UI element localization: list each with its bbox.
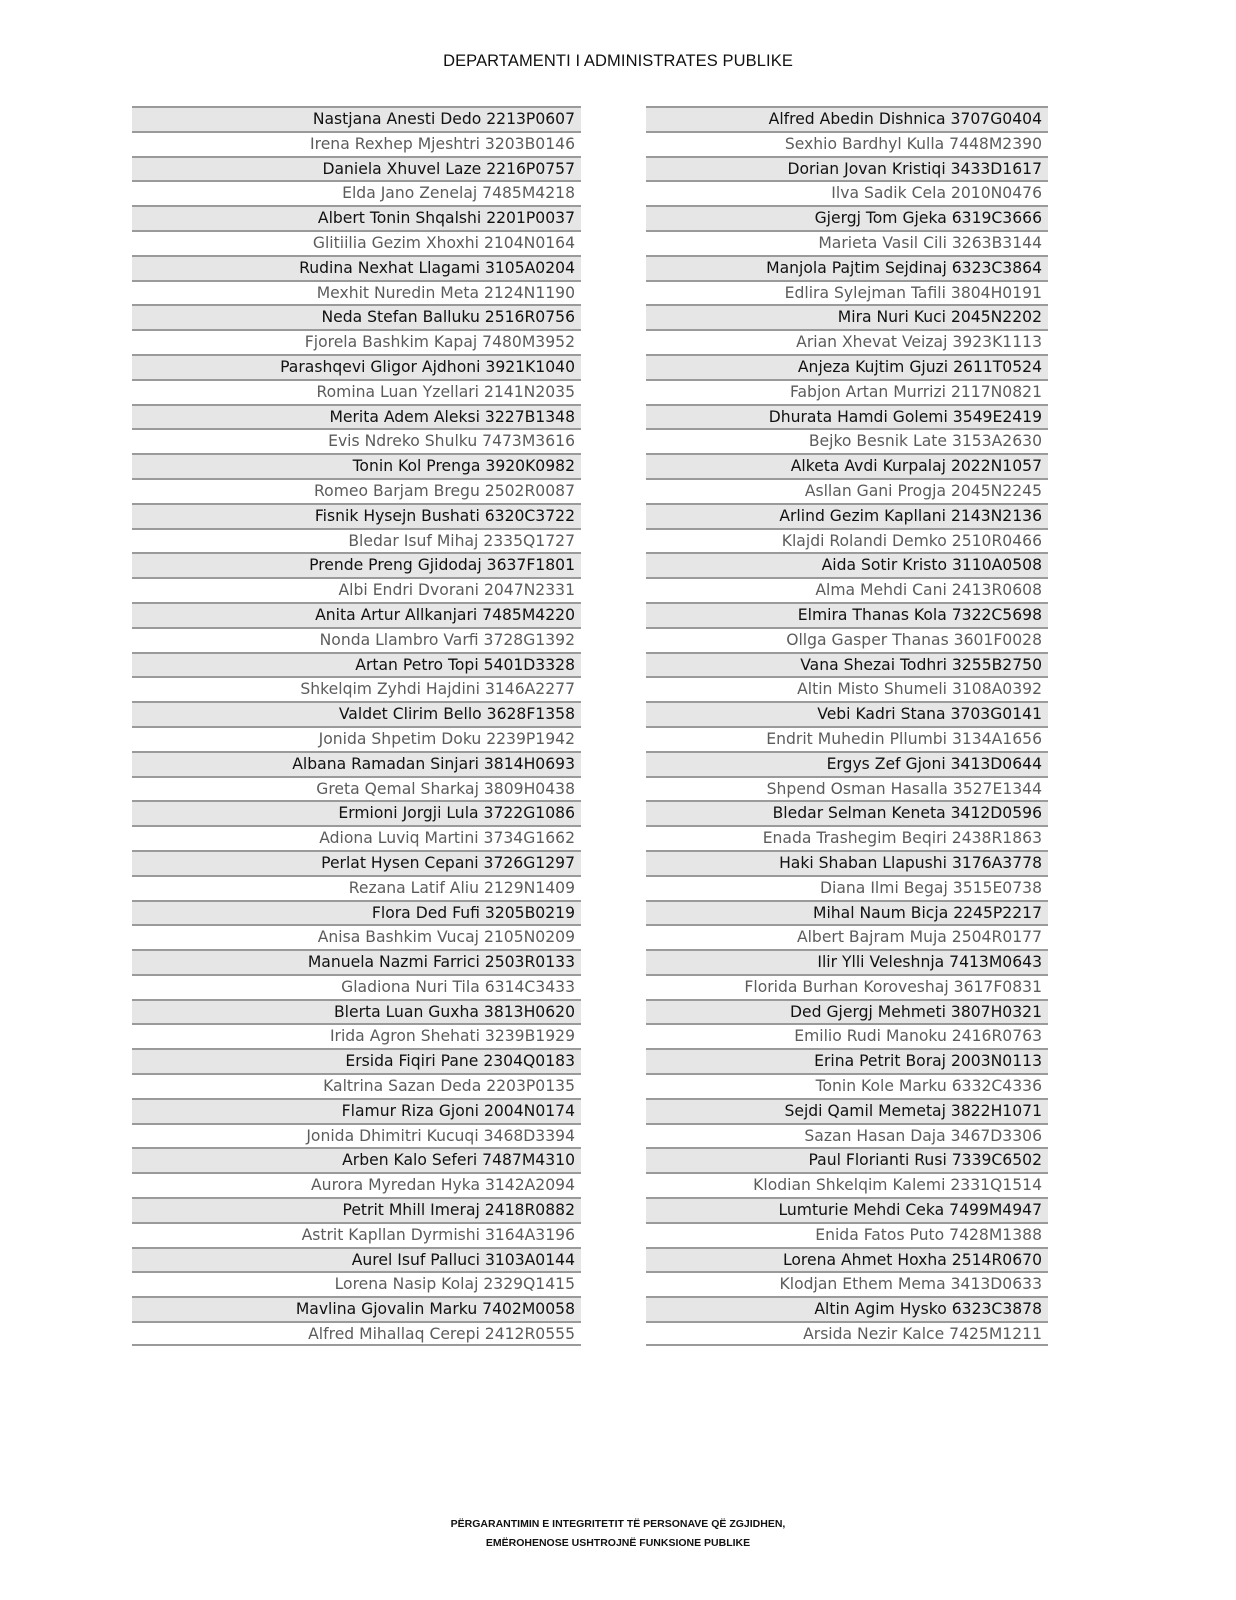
list-row: Albert Tonin Shqalshi 2201P0037: [132, 205, 581, 230]
list-row: Marieta Vasil Cili 3263B3144: [646, 230, 1048, 255]
list-row: Ersida Fiqiri Pane 2304Q0183: [132, 1048, 581, 1073]
list-row: Valdet Clirim Bello 3628F1358: [132, 701, 581, 726]
list-row: Fisnik Hysejn Bushati 6320C3722: [132, 503, 581, 528]
list-row: Tonin Kol Prenga 3920K0982: [132, 453, 581, 478]
page-title: DEPARTAMENTI I ADMINISTRATES PUBLIKE: [443, 52, 793, 70]
list-row: Sejdi Qamil Memetaj 3822H1071: [646, 1098, 1048, 1123]
list-row: Petrit Mhill Imeraj 2418R0882: [132, 1197, 581, 1222]
list-row: Gjergj Tom Gjeka 6319C3666: [646, 205, 1048, 230]
list-row: Elda Jano Zenelaj 7485M4218: [132, 180, 581, 205]
list-row: Edlira Sylejman Tafili 3804H0191: [646, 280, 1048, 305]
list-row: Klodjan Ethem Mema 3413D0633: [646, 1271, 1048, 1296]
list-row: Shkelqim Zyhdi Hajdini 3146A2277: [132, 676, 581, 701]
list-row: Astrit Kapllan Dyrmishi 3164A3196: [132, 1222, 581, 1247]
list-row: Enada Trashegim Beqiri 2438R1863: [646, 825, 1048, 850]
list-row: Aurel Isuf Palluci 3103A0144: [132, 1247, 581, 1272]
list-row: Artan Petro Topi 5401D3328: [132, 652, 581, 677]
list-row: Flora Ded Fufi 3205B0219: [132, 900, 581, 925]
list-row: Florida Burhan Koroveshaj 3617F0831: [646, 974, 1048, 999]
list-row: Prende Preng Gjidodaj 3637F1801: [132, 552, 581, 577]
list-row: Albana Ramadan Sinjari 3814H0693: [132, 751, 581, 776]
list-row: Tonin Kole Marku 6332C4336: [646, 1073, 1048, 1098]
list-row: Paul Florianti Rusi 7339C6502: [646, 1147, 1048, 1172]
list-row: Elmira Thanas Kola 7322C5698: [646, 602, 1048, 627]
list-row: Lorena Nasip Kolaj 2329Q1415: [132, 1271, 581, 1296]
list-row: Anita Artur Allkanjari 7485M4220: [132, 602, 581, 627]
list-row: Irida Agron Shehati 3239B1929: [132, 1023, 581, 1048]
list-row: Anjeza Kujtim Gjuzi 2611T0524: [646, 354, 1048, 379]
list-row: Arben Kalo Seferi 7487M4310: [132, 1147, 581, 1172]
list-row: Klajdi Rolandi Demko 2510R0466: [646, 528, 1048, 553]
list-row: Nonda Llambro Varfi 3728G1392: [132, 627, 581, 652]
list-row: Dhurata Hamdi Golemi 3549E2419: [646, 404, 1048, 429]
list-row: Asllan Gani Progja 2045N2245: [646, 478, 1048, 503]
list-row: Klodian Shkelqim Kalemi 2331Q1514: [646, 1172, 1048, 1197]
list-row: Ermioni Jorgji Lula 3722G1086: [132, 800, 581, 825]
list-row: Romina Luan Yzellari 2141N2035: [132, 379, 581, 404]
list-row: Greta Qemal Sharkaj 3809H0438: [132, 776, 581, 801]
list-row: Vana Shezai Todhri 3255B2750: [646, 652, 1048, 677]
list-row: Merita Adem Aleksi 3227B1348: [132, 404, 581, 429]
list-row: Manjola Pajtim Sejdinaj 6323C3864: [646, 255, 1048, 280]
list-row: Evis Ndreko Shulku 7473M3616: [132, 428, 581, 453]
list-row: Alfred Abedin Dishnica 3707G0404: [646, 106, 1048, 131]
list-row: Neda Stefan Balluku 2516R0756: [132, 304, 581, 329]
list-row: Sexhio Bardhyl Kulla 7448M2390: [646, 131, 1048, 156]
list-row: Flamur Riza Gjoni 2004N0174: [132, 1098, 581, 1123]
list-row: Ollga Gasper Thanas 3601F0028: [646, 627, 1048, 652]
list-row: Dorian Jovan Kristiqi 3433D1617: [646, 156, 1048, 181]
list-row: Gladiona Nuri Tila 6314C3433: [132, 974, 581, 999]
list-row: Fjorela Bashkim Kapaj 7480M3952: [132, 329, 581, 354]
list-row: Alma Mehdi Cani 2413R0608: [646, 577, 1048, 602]
list-row: Kaltrina Sazan Deda 2203P0135: [132, 1073, 581, 1098]
list-row: Irena Rexhep Mjeshtri 3203B0146: [132, 131, 581, 156]
list-row: Arian Xhevat Veizaj 3923K1113: [646, 329, 1048, 354]
list-row: Alfred Mihallaq Cerepi 2412R0555: [132, 1321, 581, 1346]
list-row: Adiona Luviq Martini 3734G1662: [132, 825, 581, 850]
list-row: Mihal Naum Bicja 2245P2217: [646, 900, 1048, 925]
list-row: Albi Endri Dvorani 2047N2331: [132, 577, 581, 602]
list-row: Lorena Ahmet Hoxha 2514R0670: [646, 1247, 1048, 1272]
list-row: Jonida Dhimitri Kucuqi 3468D3394: [132, 1123, 581, 1148]
list-row: Sazan Hasan Daja 3467D3306: [646, 1123, 1048, 1148]
list-row: Bledar Selman Keneta 3412D0596: [646, 800, 1048, 825]
list-row: Emilio Rudi Manoku 2416R0763: [646, 1023, 1048, 1048]
list-row: Anisa Bashkim Vucaj 2105N0209: [132, 924, 581, 949]
footer-line-2: EMËROHENOSE USHTROJNË FUNKSIONE PUBLIKE: [485, 1537, 751, 1549]
list-row: Ilir Ylli Veleshnja 7413M0643: [646, 949, 1048, 974]
list-row: Vebi Kadri Stana 3703G0141: [646, 701, 1048, 726]
list-row: Fabjon Artan Murrizi 2117N0821: [646, 379, 1048, 404]
list-row: Mira Nuri Kuci 2045N2202: [646, 304, 1048, 329]
list-row: Ded Gjergj Mehmeti 3807H0321: [646, 999, 1048, 1024]
list-row: Glitiilia Gezim Xhoxhi 2104N0164: [132, 230, 581, 255]
list-row: Aida Sotir Kristo 3110A0508: [646, 552, 1048, 577]
name-list-right: [646, 106, 1048, 1346]
list-row: Blerta Luan Guxha 3813H0620: [132, 999, 581, 1024]
list-row: Alketa Avdi Kurpalaj 2022N1057: [646, 453, 1048, 478]
list-row: Erina Petrit Boraj 2003N0113: [646, 1048, 1048, 1073]
list-row: Diana Ilmi Begaj 3515E0738: [646, 875, 1048, 900]
list-row: Ergys Zef Gjoni 3413D0644: [646, 751, 1048, 776]
list-row: Arsida Nezir Kalce 7425M1211: [646, 1321, 1048, 1346]
list-row: Altin Misto Shumeli 3108A0392: [646, 676, 1048, 701]
list-row: Perlat Hysen Cepani 3726G1297: [132, 850, 581, 875]
list-row: Bejko Besnik Late 3153A2630: [646, 428, 1048, 453]
list-row: Lumturie Mehdi Ceka 7499M4947: [646, 1197, 1048, 1222]
footer: [0, 1515, 1236, 1553]
list-row: Rudina Nexhat Llagami 3105A0204: [132, 255, 581, 280]
list-row: Jonida Shpetim Doku 2239P1942: [132, 726, 581, 751]
list-row: Nastjana Anesti Dedo 2213P0607: [132, 106, 581, 131]
list-row: Bledar Isuf Mihaj 2335Q1727: [132, 528, 581, 553]
list-row: Enida Fatos Puto 7428M1388: [646, 1222, 1048, 1247]
list-row: Arlind Gezim Kapllani 2143N2136: [646, 503, 1048, 528]
list-row: Aurora Myredan Hyka 3142A2094: [132, 1172, 581, 1197]
list-row: Manuela Nazmi Farrici 2503R0133: [132, 949, 581, 974]
list-row: Romeo Barjam Bregu 2502R0087: [132, 478, 581, 503]
list-row: Rezana Latif Aliu 2129N1409: [132, 875, 581, 900]
list-row: Parashqevi Gligor Ajdhoni 3921K1040: [132, 354, 581, 379]
list-row: Ilva Sadik Cela 2010N0476: [646, 180, 1048, 205]
list-row: Shpend Osman Hasalla 3527E1344: [646, 776, 1048, 801]
list-row: Mavlina Gjovalin Marku 7402M0058: [132, 1296, 581, 1321]
list-row: Haki Shaban Llapushi 3176A3778: [646, 850, 1048, 875]
list-row: Endrit Muhedin Pllumbi 3134A1656: [646, 726, 1048, 751]
list-row: Altin Agim Hysko 6323C3878: [646, 1296, 1048, 1321]
list-row: Mexhit Nuredin Meta 2124N1190: [132, 280, 581, 305]
list-row: Daniela Xhuvel Laze 2216P0757: [132, 156, 581, 181]
list-row: Albert Bajram Muja 2504R0177: [646, 924, 1048, 949]
name-list-left: [132, 106, 581, 1346]
footer-line-1: PËRGARANTIMIN E INTEGRITETIT TË PERSONAVE QË ZGJIDHEN,: [450, 1518, 786, 1530]
